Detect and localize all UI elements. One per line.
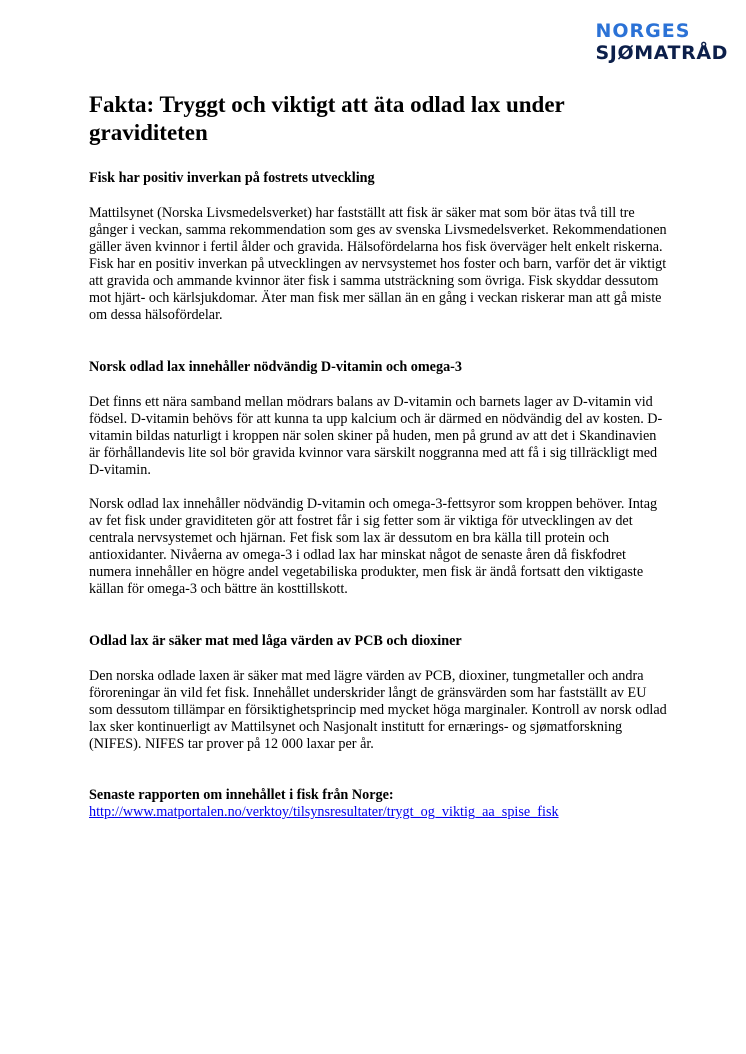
logo-line-norges: NORGES [595, 20, 691, 42]
section-paragraph: Det finns ett nära samband mellan mödrars balans av D-vitamin och barnets lager av D-vitamin vid födsel. D-vitamin behövs för att kunna ta upp kalcium och är därmed en nödvändig del av kosten. D-vitamin bildas naturligt i kroppen när solen skiner på huden, men på grund av att det i Skandinavien är förhållandevis lite sol bör gravida kvinnor vara särskilt noggranna med att få i sig tillräckligt med D-vitamin. [89, 394, 663, 478]
spacer [89, 479, 667, 496]
source-link[interactable]: http://www.matportalen.no/verktoy/tilsynsresultater/trygt_og_viktig_aa_spise_fisk [89, 804, 559, 820]
spacer [89, 598, 667, 632]
section-heading: Fisk har positiv inverkan på fostrets utveckling [89, 170, 375, 186]
section-fisk-positiv-inverkan [89, 169, 667, 324]
spacer [89, 324, 667, 358]
document-title: Fakta: Tryggt och viktigt att äta odlad lax under graviditeten [89, 92, 565, 145]
section-paragraph: Mattilsynet (Norska Livsmedelsverket) har fastställt att fisk är säker mat som bör ätas två till tre gånger i veckan, samma rekommendation som ges av svenska Livsmedelsverket. Rekommendationen gäller även kvinnor i fertil ålder och gravida. Hälsofördelarna hos fisk överväger helt enkelt riskerna. Fisk har en positiv inverkan på utvecklingen av nervsystemet hos foster och barn, varför det är viktigt att gravida och ammande kvinnor äter fisk i samma utsträckning som övriga. Fisk skyddar dessutom mot hjärt- och kärlsjukdomar. Äter man fisk mer sällan än en gång i veckan riskerar man att gå miste om dessa hälsofördelar. [89, 205, 667, 323]
source-block [89, 787, 667, 821]
logo-line-sjomatrad: SJØMATRÅD [595, 42, 728, 64]
section-heading: Odlad lax är säker mat med låga värden av PCB och dioxiner [89, 633, 462, 649]
source-heading: Senaste rapporten om innehållet i fisk från Norge: [89, 787, 394, 803]
section-paragraph: Den norska odlade laxen är säker mat med lägre värden av PCB, dioxiner, tungmetaller och andra föroreningar än vild fet fisk. Innehållet underskrider långt de gränsvärden som har fastställt av EU som dessutom tillämpar en försiktighetsprincip med mycket höga marginaler. Kontroll av norsk odlad lax sker kontinuerligt av Mattilsynet och Nasjonalt institutt for ernærings- og sjømatforskning (NIFES). NIFES tar prover på 12 000 laxar per år. [89, 668, 667, 752]
section-pcb-dioxiner [89, 632, 667, 753]
section-d-vitamin-omega3 [89, 358, 667, 598]
section-paragraph: Norsk odlad lax innehåller nödvändig D-vitamin och omega-3-fettsyror som kroppen behöver. Intag av fet fisk under graviditeten gör att fostret får i sig fetter som är viktiga för utvecklingen av det centrala nervsystemet och hjärnan. Fet fisk som lax är dessutom en bra källa till protein och antioxidanter. Nivåerna av omega-3 i odlad lax har minskat något de senaste åren då fiskfodret numera innehåller en högre andel vegetabiliska produkter, men fisk är ändå fortsatt den viktigaste källan för omega-3 och bättre än kosttillskott. [89, 496, 658, 597]
document-body [89, 91, 667, 821]
norges-sjomatrad-logo [595, 20, 728, 64]
spacer [89, 753, 667, 787]
section-heading: Norsk odlad lax innehåller nödvändig D-vitamin och omega-3 [89, 359, 462, 375]
